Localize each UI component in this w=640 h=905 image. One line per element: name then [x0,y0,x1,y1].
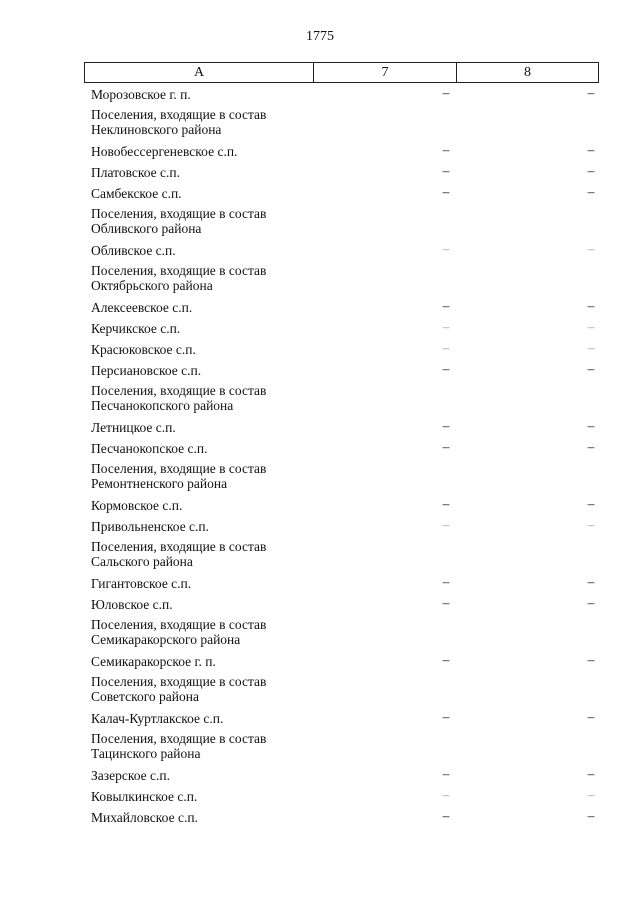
table-row [0,807,640,828]
cell-col-8: – [587,787,595,802]
group-heading-row [0,261,640,297]
settlement-name: Морозовское г. п. [91,87,191,102]
table-row [0,240,640,261]
column-header-a: А [85,63,314,82]
table-row [0,141,640,162]
table-row [0,594,640,615]
table-row [0,417,640,438]
group-heading-row [0,672,640,708]
table-row [0,786,640,807]
table-body [0,84,640,828]
settlement-name: Гигантовское с.п. [91,576,192,591]
cell-col-7: – [442,808,450,823]
settlement-name: Летницкое с.п. [91,420,176,435]
settlement-name: Обливское с.п. [91,243,176,258]
group-heading-row [0,105,640,141]
table-row [0,339,640,360]
cell-col-7: – [442,241,450,256]
cell-col-8: – [587,574,595,589]
group-heading-row [0,459,640,495]
cell-col-8: – [587,439,595,454]
column-header-7: 7 [314,63,457,82]
settlement-name: Привольненское с.п. [91,519,210,534]
settlement-name: Керчикское с.п. [91,321,181,336]
settlement-name: Алексеевское с.п. [91,300,193,315]
cell-col-7: – [442,652,450,667]
cell-col-8: – [587,361,595,376]
cell-col-7: – [442,163,450,178]
cell-col-8: – [587,496,595,511]
group-heading-row [0,615,640,651]
table-row [0,183,640,204]
settlement-name: Красюковское с.п. [91,342,196,357]
cell-col-7: – [442,574,450,589]
cell-col-7: – [442,418,450,433]
cell-col-8: – [587,418,595,433]
cell-col-7: – [442,319,450,334]
group-heading: Поселения, входящие в состав Семикаракорского района [91,617,267,647]
cell-col-8: – [587,241,595,256]
group-heading: Поселения, входящие в состав Советского района [91,674,267,704]
table-row [0,495,640,516]
cell-col-7: – [442,340,450,355]
group-heading: Поселения, входящие в состав Сальского района [91,539,267,569]
settlement-name: Самбекское с.п. [91,186,182,201]
table-row [0,318,640,339]
group-heading-row [0,204,640,240]
group-heading-row [0,381,640,417]
table-row [0,360,640,381]
cell-col-7: – [442,787,450,802]
cell-col-8: – [587,766,595,781]
table-row [0,516,640,537]
table-row [0,162,640,183]
cell-col-8: – [587,595,595,610]
settlement-name: Новобессергеневское с.п. [91,144,238,159]
settlement-name: Калач-Куртлакское с.п. [91,711,224,726]
settlement-name: Ковылкинское с.п. [91,789,198,804]
cell-col-7: – [442,496,450,511]
settlement-name: Персиановское с.п. [91,363,202,378]
settlement-name: Зазерское с.п. [91,768,170,783]
table-row [0,573,640,594]
cell-col-7: – [442,709,450,724]
table-row [0,765,640,786]
cell-col-8: – [587,319,595,334]
cell-col-8: – [587,652,595,667]
cell-col-8: – [587,85,595,100]
group-heading: Поселения, входящие в состав Тацинского района [91,731,267,761]
cell-col-8: – [587,184,595,199]
settlement-name: Кормовское с.п. [91,498,183,513]
settlement-name: Песчанокопское с.п. [91,441,208,456]
table-row [0,651,640,672]
column-header-8: 8 [524,64,531,80]
settlement-name: Семикаракорское г. п. [91,654,216,669]
table-row [0,297,640,318]
cell-col-7: – [442,595,450,610]
settlement-name: Михайловское с.п. [91,810,198,825]
cell-col-8: – [587,340,595,355]
cell-col-8: – [587,142,595,157]
cell-col-7: – [442,439,450,454]
cell-col-7: – [442,298,450,313]
cell-col-7: – [442,85,450,100]
cell-col-7: – [442,184,450,199]
cell-col-8: – [587,517,595,532]
group-heading: Поселения, входящие в состав Ремонтненского района [91,461,267,491]
group-heading: Поселения, входящие в состав Октябрьского района [91,263,267,293]
cell-col-8: – [587,163,595,178]
table-row [0,708,640,729]
table-header [84,62,599,83]
table-row [0,84,640,105]
cell-col-8: – [587,298,595,313]
group-heading: Поселения, входящие в состав Обливского района [91,206,267,236]
group-heading-row [0,729,640,765]
group-heading-row [0,537,640,573]
cell-col-7: – [442,517,450,532]
settlement-name: Платовское с.п. [91,165,181,180]
cell-col-7: – [442,142,450,157]
cell-col-7: – [442,766,450,781]
page-number: 1775 [306,29,334,44]
group-heading: Поселения, входящие в состав Песчанокопского района [91,383,267,413]
table-row [0,438,640,459]
group-heading: Поселения, входящие в состав Неклиновского района [91,107,267,137]
settlement-name: Юловское с.п. [91,597,173,612]
cell-col-8: – [587,808,595,823]
cell-col-8: – [587,709,595,724]
cell-col-7: – [442,361,450,376]
